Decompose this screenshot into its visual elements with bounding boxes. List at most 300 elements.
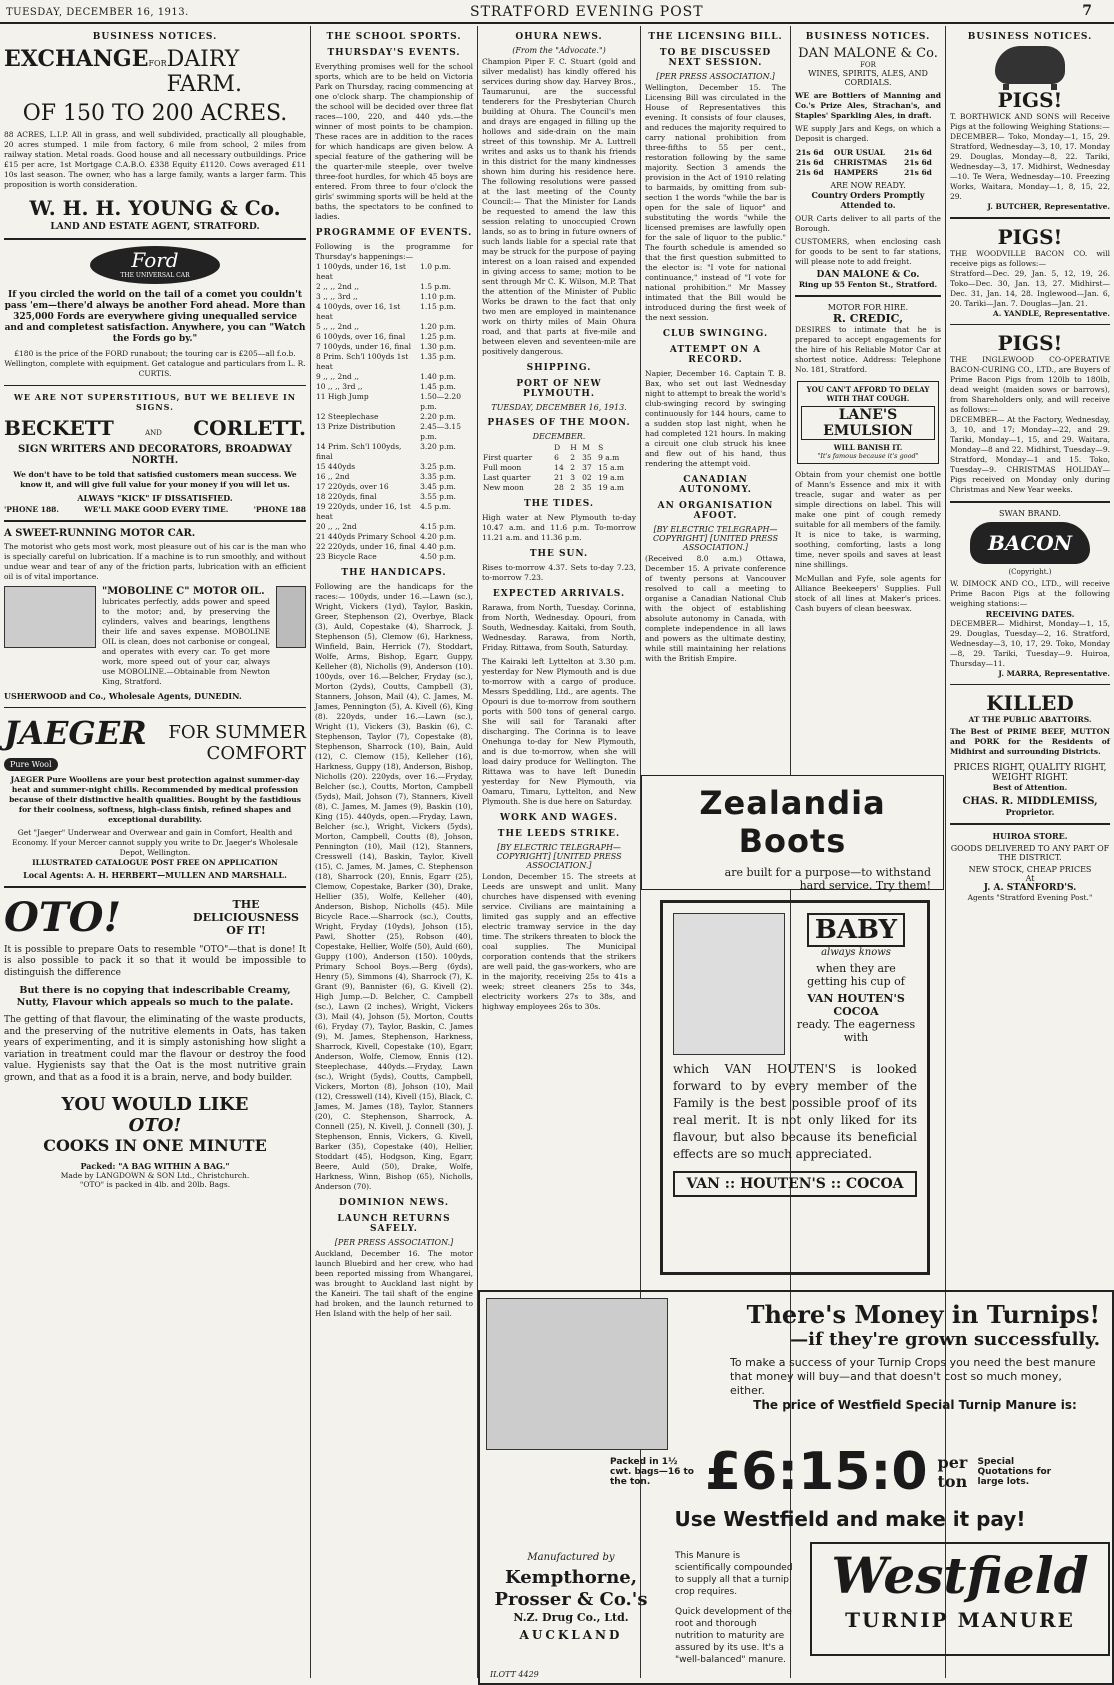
moon-row [482,443,636,453]
table-cell: 3 ,, ,, 3rd ,, [316,292,358,301]
jaeger-catalogue: ILLUSTRATED CATALOGUE POST FREE ON APPLICATION [32,858,278,867]
table-cell: 3.45 p.m. [420,482,456,491]
table-cell: 1.35 p.m. [420,352,456,361]
article-headline: OHURA NEWS. [515,32,603,42]
woodville-body: THE WOODVILLE BACON CO. will receive pigs as follows:— [950,248,1110,268]
exchange-farm: DAIRY FARM. [166,47,242,97]
table-cell: 3.55 p.m. [420,492,456,501]
article-subhead: EXPECTED ARRIVALS. [492,589,626,599]
beckett-and: AND [145,429,162,437]
vh-always: always knows [821,947,891,958]
beckett-line1: We don't have to be told that satisfied customers mean success. We know it, and will give full value for your money if you will let us. [13,470,297,489]
lane-line1: YOU CAN'T AFFORD TO DELAY WITH THAT COUGH. [806,384,930,403]
event-row [315,382,473,392]
dimock-signature: J. MARRA, Representative. [998,668,1110,678]
event-row [315,282,473,292]
table-cell: New moon [483,483,524,492]
moboline-agents: USHERWOOD and Co., Wholesale Agents, DUNEDIN. [4,690,242,701]
baby-illustration [673,913,785,1055]
credic-name: R. CREDIC, [832,311,904,325]
ford-logo [90,246,220,284]
club-body: Napier, December 16. Captain T. B. Bax, who set out last Wednesday night to attempt to break the world's club-swinging record by swinging continuously for 144 hours, came to a sudden stop last night, when he had completed 121 hours. In making a circuit one club struck his knee and flew out of his hand, thus rendering the attempt void. [645,369,786,468]
table-cell: 19 a.m [598,473,625,482]
divider [950,217,1110,219]
malone-name: DAN MALONE & Co. [798,46,938,61]
huiroa-at: At [1025,873,1035,883]
table-cell: D [554,443,561,452]
table-cell: 7 100yds, under 16, final [316,342,412,351]
ohura-body: Champion Piper F. C. Stuart (gold and silver medalist) has kindly offered his services during show day. Harvey Bros., Taumarunui, are the successful tenderers for the Presbyterian Church building at Ohura. The Council's men and drays are engaged in filling up the hollows and side-drain on the main street of this township. Mr A. Luttrell writes and asks us to thank his friends in this district for the many kindnesses shown him during his residence here. The following resolutions were passed at the last meeting of the County Council:— That the Minister for Lands be requested to amend the law this session relating to unoccupied Crown lands, so as to bring in future owners of such lands liable for a special rate that may be struck for the purpose of paying interest on a loan raised and expended in giving access to same; motion to be sent through Mr C. K. Wilson, M.P. That the attention of the Minister of Public Works be drawn to the fact that only two men are employed in maintenance work on thirty miles of Main Ohura road, and that parts at five-mile and between eleven and seventeen-mile are positively dangerous. [482,57,636,356]
article-body: Everything promises well for the school sports, which are to be held on Victoria Park on Thursday, racing commencing at one o'clock sharp. The championship of the school will be decided over three flat races—100, 220, and 440 yds.—the winner of most points to be champion. These races are in addition to the races for which handicaps are given below. A special feature of the gathering will be the quarter-mile steeple, over twelve three-foot hurdles, for which 45 boys are entered. From three to four o'clock the girls' swimming sports will be held at the baths, the spectators to be confined to ladies. [315,62,473,221]
moon-table [482,443,636,493]
farmer-illustration [486,1298,668,1450]
table-cell: 4.5 p.m. [420,502,452,511]
stanford-agents: Agents "Stratford Evening Post." [967,892,1093,902]
westfield-ad [478,1290,1114,1685]
lane-brand: LANE'S EMULSION [801,406,935,440]
manure-sci: This Manure is scientifically compounded to supply all that a turnip crop requires. [675,1551,793,1597]
event-row [315,412,473,422]
article-headline: THE SCHOOL SPORTS. [326,32,462,42]
hamper-row [795,168,941,178]
nz-drug: N.Z. Drug Co., Ltd. [513,1611,629,1624]
abattoirs-line: AT THE PUBLIC ABATTOIRS. [968,715,1092,724]
table-cell: 1.25 p.m. [420,332,456,341]
table-cell: Full moon [483,463,522,472]
moboline-body: The motorist who gets most work, most pleasure out of his car is the man who is specially careful on lubrication. If a machine is to run smoothly, and without undue wear and tear of any of the friction parts, lubrication with an efficient oil is of vital importance. [4,541,306,581]
mcmullan-body: McMullan and Fyfe, sole agents for Alliance Beekeepers' Supplies. Full stock of all lines at Maker's prices. Cash buyers of clean beeswax. [795,573,941,613]
jaeger-get: Get "Jaeger" Underwear and Overwear and gain in Comfort, Health and Economy. If your Mercer cannot supply you write to Dr. Jaeger's Wholesale Depot, Wellington. [12,828,298,857]
event-row [315,472,473,482]
newspaper-title: STRATFORD EVENING POST [470,4,704,20]
telegraph-credit: [BY ELECTRIC TELEGRAPH—COPYRIGHT] [UNITED PRESS ASSOCIATION.] [652,525,779,552]
best-attention: Best of Attention. [992,783,1068,792]
jaeger-badge: Pure Wool [4,758,58,771]
table-cell: 14 Prim. Sch'l 100yds, final [316,442,402,461]
hamper-price-table [795,148,941,178]
oto-footer: "OTO" is packed in 4lb. and 20lb. Bags. [79,1180,231,1189]
dominion-body: Auckland, December 16. The motor launch Bluebird and her crew, who had been reported missing from Whangarei, was brought to Auckland last night by the Kaneiri. The tail shaft of the engine had broken, and the launch returned to Hen Island with the help of her sail. [315,1249,473,1318]
sun-body: Rises to-morrow 4.37. Sets to-day 7.23, to-morrow 7.23. [482,563,636,582]
beckett-name2: CORLETT. [193,416,306,440]
malone-wines: WINES, SPIRITS, ALES, AND CORDIALS. [808,69,928,87]
beckett-phone-left: 'PHONE 188. [4,505,60,514]
licensing-body: Wellington, December 15. The Licensing Bill was circulated in the House of Representatives this evening. It consists of four clauses, and reduces the majority required to carry national prohibition from three-fifths to 55 per cent., restoration following by the same majority. Section 3 amends the provision in the Act of 1910 relating to barmaids, by omitting from sub-section 1 the words "while the bar is open for the sale of liquor" and substituting the words "while the licensed premises are lawfully open for the sale of liquor to the public." The fourth schedule is amended so that the first question submitted to the elector is: "I vote for national continuance," instead of "I vote for national prohibition." Mr Massey intimated that the Bill would be introduced during the first week of the next session. [645,83,786,322]
table-cell: 3.25 p.m. [420,462,456,471]
pig-illustration [995,46,1065,84]
article-headline: SHIPPING. [526,363,592,373]
moboline-ad [4,528,306,701]
zealandia-tagline: are built for a purpose—to withstand hard service. Try them! [724,866,931,892]
table-cell: 3.35 p.m. [420,472,456,481]
event-row [315,542,473,552]
money-price-line: The price of Westfield Special Turnip Manure is: [753,1398,1077,1412]
divider [4,520,306,522]
beckett-phone-right: 'PHONE 188 [253,505,306,514]
programme-intro: Following is the programme for Thursday's happenings:— [315,242,473,261]
table-cell: 2 [570,483,575,492]
ford-body: If you circled the world on the tail of a comet you couldn't pass 'em—there'd always be another Ford ahead. More than 325,000 Fords are everywhere giving unequalled service and and completest satisfaction. Anywhere, you can "Watch the Fords go by." [4,289,306,344]
table-cell: 1.40 p.m. [420,372,456,381]
pigs-heading: PIGS! [997,224,1063,249]
table-cell: 3.20 p.m. [420,442,456,451]
manure-quick: Quick development of the root and thorough nutrition to maturity are assured by its use. It's a "well-balanced" manure. [675,1607,792,1665]
table-cell: 22 220yds, under 16, final [316,542,416,551]
malone-bottlers: WE are Bottlers of Manning and Co.'s Prize Ales, Strachan's, and Staples' Sparkling Ales, in draft. [795,91,941,120]
shipping-date: TUESDAY, DECEMBER 16, 1913. [491,403,627,412]
column-licensing-bill [641,26,790,786]
vh-footer: VAN :: HOUTEN'S :: COCOA [673,1171,917,1197]
masthead [0,0,1114,24]
issue-date: TUESDAY, DECEMBER 16, 1913. [6,7,189,18]
table-cell: 1.50—2.20 p.m. [420,392,461,411]
divider [4,707,306,709]
lane-line3: WILL BANISH IT. [833,442,903,452]
oto-bold: But there is no copying that indescribable Creamy, Nutty, Flavour which appeals so much to the palate. [16,985,294,1008]
table-cell: 21 [554,473,564,482]
column-business-notices [0,26,310,1678]
event-row [315,502,473,522]
price-big: £6:15:0 [705,1442,928,1502]
hire-title: MOTOR FOR HIRE. [827,302,909,312]
event-row [315,552,473,562]
table-cell: 28 [554,483,564,492]
article-subhead: AN ORGANISATION AFOOT. [657,501,774,521]
table-cell: OUR USUAL [833,148,886,157]
beckett-trade: SIGN WRITERS AND DECORATORS, BROADWAY NORTH. [17,444,293,466]
divider [950,501,1110,503]
woodville-dates: Stratford—Dec. 29, Jan. 5, 12, 19, 26. Toko—Dec. 30, Jan. 13, 27. Midhirst—Dec. 31, Jan. 14, 28. Inglewood—Jan. 6, 20. Tariki—Jan. 7. Douglas—Jan. 21. [950,268,1110,308]
ford-logo-sub: THE UNIVERSAL CAR [120,271,190,279]
table-cell: HAMPERS [833,168,879,177]
jaeger-ad [4,714,306,880]
table-cell: 2 [570,463,575,472]
turnip-manure: TURNIP MANURE [845,1608,1075,1632]
column-school-sports [311,26,477,1678]
copyright-note: (Copyright.) [1008,567,1052,576]
table-cell: 18 220yds, final [316,492,377,501]
oto-ad [4,894,306,1190]
exchange-range: OF 150 TO 200 ACRES. [22,101,288,126]
exchange-title: EXCHANGE [4,46,149,72]
article-subhead: TO BE DISCUSSED NEXT SESSION. [659,48,772,68]
table-cell: 20 ,, ,, 2nd [316,522,357,531]
table-cell: 1 100yds, under 16, 1st heat [316,262,406,281]
price-special: Special Quotations for large lots. [977,1457,1052,1487]
malone-name-2: DAN MALONE & Co. [816,270,920,280]
table-cell: Last quarter [483,473,531,482]
moon-row [482,483,636,493]
illott-credit: ILOTT 4429 [490,1670,539,1679]
event-row [315,482,473,492]
tides-body: High water at New Plymouth to-day 10.47 a.m. and 11.6 p.m. To-morrow 11.21 a.m. and 11.36 p.m. [482,513,636,542]
money-sub: —if they're grown successfully. [790,1329,1100,1350]
car-illustration [4,586,96,648]
table-cell: 1.5 p.m. [420,282,452,291]
moon-row [482,473,636,483]
vh-brand: VAN HOUTEN'S COCOA [807,992,905,1018]
malone-carts: OUR Carts deliver to all parts of the Borough. [795,214,941,233]
article-subhead: THE HANDICAPS. [341,568,447,578]
article-headline: THE LICENSING BILL. [648,32,783,42]
table-cell: 15 a.m [598,463,625,472]
table-cell: 1.20 p.m. [420,322,456,331]
event-row [315,372,473,382]
article-headline: WORK AND WAGES. [500,813,618,823]
arrivals-body-2: The Kairaki left Lyttelton at 3.30 p.m. yesterday for New Plymouth and is due to-morrow with a cargo of produce. Messrs Speddling, Ltd., are agents. The Opouri is due to-morrow from southern ports with 500 tons of general cargo. She will sail for Taranaki after discharging. The Corinna is to leave Onehunga to-day for New Plymouth, and is due to-morrow, when she will load dairy produce for Wellington. The Rittawa was to have left Dunedin yesterday for New Plymouth, via Oamaru, Timaru, Lyttelton, and New Plymouth. She is due here on Saturday. [482,657,636,806]
handicaps-body: Following are the handicaps for the races:— 100yds, under 16.—Lawn (sc.), Wright, Vickers (1yd), Taylor, Baskin, Greer, Stephenson (2), Overbye, Black (3), Auld, Copestake (4), Sharrock, J. Stephenson (5), Clemow (6), Harkness, Winfield, Bain, Herrick (7), Stoddart, Wolfe, Arms, Bishop, Egarr, Guppy, Kelleher (8), Nicholls (9), Anderson (10). 100yds, over 16.—Belcher, Fryday (sc.), Morton (2yds), Coutts, Campbell (3), Stanners, Johson, Mail (4), C. James, M. James, Pennington (5), A. Kivell (6), King (8). 220yds, under 16.—Lawn (sc.), Wright (1), Vickers (3), Baskin (6), C. Stephenson, Taylor (7), Copestake (8), Stephenson, Sharrock (10), Bain, Auld (12), C. Clemow (15), Kelleher (16), Harkness, Guppy (18), Anderson, Bishop, Nicholls (20). 220yds, over 16.—Fryday, Belcher (sc.), Coutts, Morton, Campbell (5yds), Mail, Johson (7), Stanners, Kivell (8), C. James, M. James (9), Baskin (10), King (15). 440yds, open.—Fryday, Lawn, Belcher (sc.), Wright, Vickers (5yds), Morton, Campbell, Coutts (8), Johson, Pennington (10), Mail (12), Stanners, Cresswell (14), Baskin, Taylor, Kivell (15), C. James, M. James, C. Stephenson (18), Sharrock (20), Ennis, Egarr (25), Clemow, Copestake, Barker (30), Drake, Hellier (35), Wolfe, Kelleher (40), Anderson, Bishop, Nicholls (45). Mile Bicycle Race.—Sharrock (sc.), Coutts, Wright, Fryday (10yds), Johson (15), Pawl, Shotter (25), Robson (40), Copestake, Hellier, Wolfe (50), Auld (60), Guppy (100), Anderson (150). 100yds, Primary School Boys.—Berg (6yds), Henry (5), Simmons (4), Sharrock (7), K. Grant (9), Bannister (6), G. Kivell (2). High Jump.—D. Belcher, C. Campbell (sc.), Lawn (2 inches), Wright, Vickers (3), Mail (4), Johson (5), Morton, Coutts (6), Fryday (7), Taylor, Baskin, C. James (9), M. James, Stephenson, Harkness, Sharrock, Kivell, Copestake (10), Egarr, Anderson, Wolfe, Clemow, Ennis (12). Steeplechase, 440yds.—Fryday, Lawn (sc.), Wright (5yds), Coutts, Campbell, Vickers, Morton (8), Johson (10), Mail (12), Cresswell (14), Kivell (15), Black, C. James, M. James (18), Taylor, Stanners (20), C. Stephenson, Sharrock, A. Connell (25), N. Kivell, J. Connell (30), J. Stephenson, Ennis, Vickers, G. Kivell, Barker (35), Copestake (40), Hellier, Stoddart (45), Hodgson, King, Egarr, Beere, Auld (50), Drake, Wolfe, Harkness, Winn, Bishop (65), Nicholls, Anderson (70). [315,582,473,1191]
section-header: BUSINESS NOTICES. [967,32,1093,42]
article-subhead: PORT OF NEW PLYMOUTH. [516,379,602,399]
table-cell: 1.45 p.m. [420,382,456,391]
table-cell: 21s 6d [796,158,824,167]
stanford-name: J. A. STANFORD'S. [983,882,1077,893]
moboline-title: A SWEET-RUNNING MOTOR CAR. [4,527,196,539]
jaeger-brand: JAEGER [4,714,147,752]
table-cell: 19 220yds, under 16, 1st heat [316,502,411,521]
event-row [315,422,473,442]
westfield-brand: Westfield [831,1546,1089,1605]
table-cell: 02 [582,473,592,482]
hamper-row [795,158,941,168]
table-cell: S [598,443,604,452]
lanes-body: Obtain from your chemist one bottle of Mann's Essence and mix it with treacle, sugar and water as per simple directions on label. This will make one pint of cough remedy suitable for all members of the family. It is nice to take, is warming, soothing, comforting, lasts a long time, never spoils and saves at least nine shillings. [795,469,941,569]
zealandia-boots-ad [641,775,944,890]
ford-price: £180 is the price of the FORD runabout; the touring car is £205—all f.o.b. Wellington, complete with equipment. Get catalogue and particulars from L. R. CURTIS. [4,348,306,378]
beckett-phone-mid: WE'LL MAKE GOOD EVERY TIME. [84,505,229,514]
pigs-heading: PIGS! [997,331,1063,355]
beckett-name1: BECKETT [4,416,114,440]
table-cell: First quarter [483,453,533,462]
table-cell: 21s 6d [796,168,824,177]
borthwick-dates: DECEMBER— Toko, Monday—1, 15, 29. Stratford, Wednesday—3, 10, 17. Monday 29. Douglas, Monday—8, 22. Tariki, Wednesday—3, 17. Midhirst, Wednesday—10. Te Wera, Wednesday—10. Freezing Works, Waitara, Monday—1, 8, 15, 22, 29. [950,132,1110,201]
table-cell: 14 [554,463,564,472]
money-headline: There's Money in Turnips! [746,1300,1100,1329]
vh-body: which VAN HOUTEN'S is looked forward to by every member of the Family is the best possible proof of its real merit. It is not only liked for its flavour, but also because its beneficial effects are so much appreciated. [673,1062,917,1161]
middlemiss-name: CHAS. R. MIDDLEMISS, [962,796,1098,807]
table-cell: 10 ,, ,, 3rd ,, [316,382,363,391]
oto-made: Made by LANGDOWN & SON Ltd., Christchurch. [60,1171,250,1180]
event-row [315,292,473,302]
section-header: BUSINESS NOTICES. [805,32,931,42]
huiroa-goods: GOODS DELIVERED TO ANY PART OF THE DISTRICT. [950,843,1110,862]
borthwick-body: T. BORTHWICK AND SONS will Receive Pigs at the following Weighing Stations:— [950,112,1110,131]
table-cell: H [570,443,577,452]
divider [795,295,941,297]
oto-cooks: COOKS IN ONE MINUTE [43,1136,267,1155]
event-row [315,352,473,372]
malone-for: FOR [860,61,876,69]
table-cell: 35 [582,453,592,462]
table-cell: 6 100yds, over 16, final [316,332,406,341]
article-subhead: ATTEMPT ON A RECORD. [669,345,762,365]
press-credit: [PER PRESS ASSOCIATION.] [334,1238,454,1247]
vh-ready: ready. The eagerness with [796,1018,916,1044]
table-cell: 21s 6d [796,148,824,157]
table-cell: 35 [582,483,592,492]
moon-month: DECEMBER. [532,432,586,441]
huiroa-store: HUIROA STORE. [992,830,1068,841]
table-cell [482,443,553,453]
jaeger-comfort: COMFORT [206,742,306,764]
article-subhead: THE LEEDS STRIKE. [497,829,621,839]
divider [4,886,306,888]
table-cell: 17 220yds, over 16 [316,482,389,491]
moboline-body2: lubricates perfectly, adds power and speed to the motor; and, by preserving the cylinders, valves and bearings, lengthens their life and saves expense. MOBOLINE OIL is clean, does not carbonise or congeal, and operates with every car. To get more work, more speed out of your car, always use MOBOLINE.—Obtainable from Newton King, Stratford. [102,596,270,686]
source-credit: (From the "Advocate.") [512,46,606,55]
woodville-signature: A. YANDLE, Representative. [992,308,1110,318]
table-cell: 4.50 p.m. [420,552,456,561]
section-header: BUSINESS NOTICES. [92,32,218,42]
table-cell: 11 High Jump [316,392,369,401]
zealandia-title: Zealandia Boots [699,784,886,860]
table-cell: 21 440yds Primary School [316,532,416,541]
exchange-for: FOR [148,59,167,68]
kempthorne-name: Kempthorne, Prosser & Co.'s [494,1567,648,1610]
table-cell: 1.10 p.m. [420,292,456,301]
hamper-row [795,148,941,158]
price-per: per ton [937,1453,968,1491]
dimock-receiving: RECEIVING DATES. [985,608,1075,619]
event-row [315,302,473,322]
column-ohura-news [478,26,640,1011]
event-row [315,522,473,532]
table-cell: 2.45—3.15 p.m. [420,422,461,441]
table-cell: 4.40 p.m. [420,542,456,551]
table-cell: 8 Prim. Sch'l 100yds 1st heat [316,352,409,371]
lane-line4: "It's famous because it's good" [817,451,919,460]
event-row [315,462,473,472]
oto-deliciousness: THE DELICIOUSNESS OF IT! [193,897,299,937]
agent-name: W. H. H. YOUNG & Co. [29,196,281,220]
canadian-body: (Received 8.0 a.m.) Ottawa, December 15. A private conference of twenty persons at Vancouver resolved to call a meeting to organise a Canadian National Club with the object of establishing absolute autonomy in Canada, with complete independence in all laws and powers as the ultimate destiny, while still maintaining her relations with the British Empire. [645,554,786,663]
oto-would: YOU WOULD LIKE [61,1094,249,1115]
divider [4,385,306,387]
article-headline: CANADIAN AUTONOMY. [679,475,752,495]
dimock-dates: DECEMBER— Midhirst, Monday—1, 15, 29. Douglas, Tuesday—2, 16. Stratford, Wednesday—3, 10, 17, 29. Toko, Monday—8, 29. Tariki, Tuesday—9. Huiroa, Thursday—11. [950,618,1110,668]
event-row [315,262,473,282]
malone-kegs: WE supply Jars and Kegs, on which a Deposit is charged. [795,124,941,143]
malone-customers: CUSTOMERS, when enclosing cash for goods to be sent to far stations, will please note to add freight. [795,237,941,266]
beckett-top: WE ARE NOT SUPERSTITIOUS, BUT WE BELIEVE IN SIGNS. [13,392,297,412]
borthwick-signature: J. BUTCHER, Representative. [987,202,1110,211]
exchange-ad [4,46,306,232]
table-cell: 13 Prize Distribution [316,422,396,431]
table-cell: 4.20 p.m. [420,532,456,541]
malone-ring: Ring up 55 Fenton St., Stratford. [798,280,938,289]
divider [4,238,306,240]
article-subhead: THE SUN. [529,549,589,559]
article-headline: DOMINION NEWS. [339,1198,449,1208]
credic-body: DESIRES to intimate that he is prepared to accept engagements for the hire of his Reliable Motor Car at shortest notice. Address: Telephone No. 181, Stratford. [795,324,941,374]
beckett-ad [4,392,306,514]
killed-heading: KILLED [986,691,1074,715]
table-cell: 15 440yds [316,462,356,471]
oto-logo-2: OTO! [128,1115,182,1136]
auckland: AUCKLAND [519,1628,623,1642]
article-subhead: PHASES OF THE MOON. [487,418,631,428]
inglewood-dates: DECEMBER— At the Factory, Wednesday, 3, 10, and 17; Monday—22, and 29. Tariki, Monday—1, 15, and 29. Waitara, Monday—8 and 22. Midhirst, Tuesday—9. Stratford, Monday—1 and 15. Toko, Tuesday—9. CHRISTMAS HOLIDAY—Pigs received on Monday only during Christmas and New Year weeks. [950,415,1110,494]
article-subhead: LAUNCH RETURNS SAFELY. [337,1214,451,1234]
press-credit: [PER PRESS ASSOCIATION.] [656,72,775,81]
pigs-heading: PIGS! [997,88,1063,112]
manure-description [675,1550,795,1666]
jaeger-summer: FOR SUMMER [168,721,306,743]
swan-brand: SWAN BRAND. [999,508,1061,518]
abattoirs-body: The Best of PRIME BEEF, MUTTON and PORK for the Residents of Midhirst and surrounding Districts. [950,727,1110,756]
oto-logo: OTO! [4,893,122,941]
westfield-logo [810,1542,1110,1656]
bacon-pig-logo: BACON [970,522,1090,564]
middlemiss-title: Proprietor. [1005,807,1055,817]
jaeger-body: JAEGER Pure Woollens are your best protection against summer-day heat and summer-night chills. Recommended by medical profession because of their distinctive health qualities. Bought by the fastidious for their coolness, softness, high-class finish, refined shapes and exceptional durability. [9,775,301,824]
table-cell: 5 ,, ,, 2nd ,, [316,322,360,331]
event-row [315,342,473,352]
use-westfield: Use Westfield and make it pay! [674,1507,1026,1531]
table-cell: M [582,443,590,452]
table-cell: 23 Bicycle Race [316,552,377,561]
divider [950,324,1110,326]
table-cell: 6 [554,453,559,462]
table-cell: 2.20 p.m. [420,412,456,421]
dimock-body: W. DIMOCK AND CO., LTD., will receive Prime Bacon Pigs at the following weighing stations:— [950,578,1110,608]
column-business-notices-2 [791,26,945,786]
huiroa-stock: NEW STOCK, CHEAP PRICES [968,864,1092,874]
ford-logo-text: Ford [131,247,179,272]
article-subhead: THURSDAY'S EVENTS. [327,48,461,58]
oto-body2: The getting of that flavour, the eliminating of the waste products, and the preserving of the nutritive elements in Oats, has taken years of experimenting, and it is simply astonishing how slight a variation in treatment could mar the flavour or destroy the food value. Hygienists say that the Oat is the most nutritive grain grown, and that as a food it is a brain, nerve, and body builder. [4,1015,306,1083]
moboline-oil: "MOBOLINE C" MOTOR OIL. [102,585,265,597]
table-cell: 9 a.m [598,453,620,462]
page-number: 7 [1082,3,1092,19]
table-cell: 1.15 p.m. [420,302,456,311]
event-row [315,492,473,502]
article-subhead: THE TIDES. [523,499,595,509]
malone-now: ARE NOW READY. [830,181,906,190]
table-cell: 4 100yds, over 16, 1st heat [316,302,401,321]
packed-info: Packed in 1½ cwt. bags—16 to the ton. [610,1457,694,1487]
table-cell: 1.0 p.m. [420,262,452,271]
table-cell: 19 a.m [598,483,625,492]
table-cell: 12 Steeplechase [316,412,379,421]
event-row [315,332,473,342]
article-subhead: PROGRAMME OF EVENTS. [315,228,473,238]
prices-right: PRICES RIGHT, QUALITY RIGHT, WEIGHT RIGHT. [953,763,1107,783]
event-row [315,322,473,332]
table-cell: 21s 6d [904,168,932,177]
inglewood-body: THE INGLEWOOD CO-OPERATIVE BACON-CURING CO., LTD., are Buyers of Prime Bacon Pigs from 120lb to 180lb, dead weight (maiden sows or barrows), from Shareholders only, and will receive as follows:— [950,355,1110,414]
beckett-line2: ALWAYS "KICK" IF DISSATISFIED. [77,493,233,503]
vh-when: when they are getting his cup of [807,962,905,988]
leeds-body: London, December 15. The streets at Leeds are unswept and unlit. Many churches have dispensed with evening service. Civilians are maintaining a limited gas supply and an effective electric tramway service in the day time. The strikers threaten to block the coal supplies. The Municipal corporation contends that the strikers are well paid, the gas-workers, who are in the majority, receiving 25s to 41s a week; street cleaners 25s to 34s, electricity workers 27s to 38s, and highway employees 26s to 30s. [482,872,636,1011]
telegraph-credit: [BY ELECTRIC TELEGRAPH—COPYRIGHT] [UNITED PRESS ASSOCIATION.] [496,843,622,870]
table-cell: 37 [582,463,592,472]
lanes-emulsion-ad [797,381,939,464]
oto-body: It is possible to prepare Oats to resemble "OTO"—that is done! It is also possible to pack it so that it would be impossible to distinguish the difference [4,944,306,978]
jaeger-local: Local Agents: A. H. HERBERT—MULLEN AND MARSHALL. [23,870,287,880]
exchange-body: 88 ACRES, L.I.P. All in grass, and well subdivided, practically all ploughable, 20 acres stumped. 1 mile from factory, 6 mile from school, 2 miles from railway station. Metal roads. Good house and all necessary outbuildings. Price £15 per acre, 1st Mortgage C.A.B.O. £338 Equity £1120. Cows averaged £11 10s last season. The owner, who has a large family, wants a larger farm. This proposition is worth consideration. [4,130,306,189]
events-table [315,262,473,562]
money-body: To make a success of your Turnip Crops you need the best manure that money will buy—and that doesn't cost so much money, either. [730,1356,1096,1397]
table-cell: CHRISTMAS [833,158,888,167]
arrivals-body: Rarawa, from North, Tuesday. Corinna, from North, Wednesday. Opouri, from South, Wednesday. Kaitaki, from South, Wednesday. Rarawa, from North, Friday. Rittawa, from South, Saturday. [482,603,636,652]
malone-orders: Country Orders Promptly Attended to. [811,190,925,210]
table-cell: 3 [570,473,575,482]
table-cell: 21s 6d [904,158,932,167]
event-row [315,442,473,462]
table-cell: 21s 6d [904,148,932,157]
article-headline: CLUB SWINGING. [662,329,769,339]
